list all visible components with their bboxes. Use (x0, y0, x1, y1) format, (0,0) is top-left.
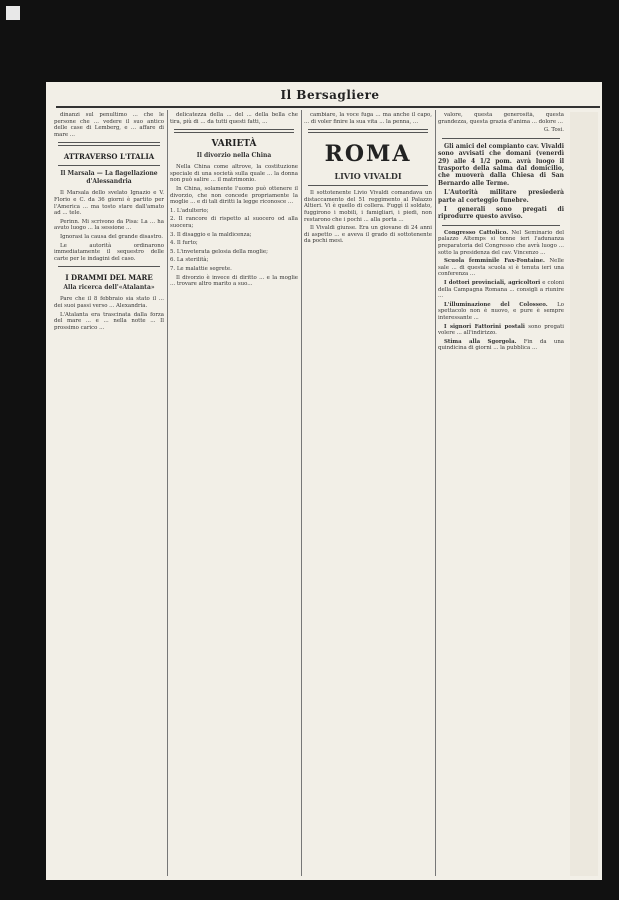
divider (174, 129, 294, 133)
divider (58, 142, 160, 146)
paragraph: Nella China come altrove, la costituzione speciale di una società sulla quale ... la donna non può salire ... il matrimonio. (170, 164, 298, 184)
paragraph: I generali sono pregati di riprodurre questo avviso. (438, 206, 564, 221)
column-rule (301, 110, 302, 876)
news-item-text: Nelle sale ... di questa scuola si è tenuta ieri una conferenza ... (438, 258, 564, 278)
column-1 (54, 112, 164, 876)
news-item-text: sono pregati volere ... all'indirizzo. (438, 323, 564, 337)
news-item-text: e coloni della Campagna Romana ... consigli a riunire ... (438, 280, 564, 300)
column-rule (435, 110, 436, 876)
list-item: 2. Il rancore di rispetto al suocero od alla suocera; (170, 216, 298, 229)
news-item-title: Stima alla Sgorgola. (444, 338, 517, 345)
news-item-text: Fin da una quindicina di giorni ... la pubblica ... (438, 338, 564, 352)
news-item-title: Congresso Cattolico. (444, 229, 509, 236)
paragraph: Pare che il 8 febbraio sia stato il ... dei suoi passi verso ... Alexandria. (54, 296, 164, 309)
divider (308, 185, 428, 186)
divider (442, 138, 560, 139)
paragraph: Le autorità ordinarono immediatamente il sequestro delle carte per le indagini del caso. (54, 242, 164, 262)
paragraph: Il Marsala dello svelato Ignazio e V. Florio e C. da 36 giorni è partito per l'America ... ma tosto stare dall'amato ad ... tele. (54, 190, 164, 217)
section-heading: ROMA (324, 141, 412, 168)
section-subheading: LIVIO VIVALDI (334, 171, 402, 182)
paragraph: Gli amici del compianto cav. Vivaldi sono avvisati che domani (venerdì 29) alle 4 1/2 pom. avrà luogo il trasporto della salma dal domicilio, che muoverà dalla Chiesa di San Bernardo alle Terme. (438, 142, 564, 187)
news-item-text: Lo spettacolo non è nuovo, e pure è sempre interessante ... (438, 301, 564, 321)
divider (58, 165, 160, 166)
paragraph: valore, questa generosità, questa grandezza, questa grazia d'anima ... dolore ... (438, 112, 564, 125)
column-2 (170, 112, 298, 876)
news-item-title: I signori Fattorini postali (444, 323, 525, 330)
news-item-title: L'illuminazione del Colosseo. (444, 301, 548, 308)
signoff: G. Tosi. (543, 127, 564, 134)
news-item (438, 230, 564, 256)
divider (308, 129, 428, 133)
masthead-rule (56, 106, 600, 108)
news-item (438, 339, 564, 352)
news-item-text: Nel Seminario del palazzo Altemps si tenne ieri l'adunanza preparatoria del Congresso che avrà luogo ... sotto la presidenza del cav. Vincenzo ... (438, 229, 564, 256)
section-heading: ATTRAVERSO L'ITALIA (63, 152, 155, 162)
section-heading: I DRAMMI DEL MARE (65, 273, 153, 283)
divider (442, 225, 560, 226)
newspaper-masthead: Il Bersagliere (280, 88, 380, 102)
scan-corner-mark (6, 6, 20, 20)
news-item (438, 302, 564, 322)
section-subheading: Il divorzio nella China (196, 152, 272, 160)
column-4 (438, 112, 564, 876)
list-item: 7. Le malattie segrete. (170, 265, 232, 272)
column-3 (304, 112, 432, 876)
paragraph: In China, solamente l'uomo può ottenere il divorzio, che non concede propriamente la moglie ... e di tali diritti la legge riconosce ... (170, 185, 298, 206)
list-item: 5. L'inveterata gelosia della moglie; (170, 248, 268, 255)
paragraph: cambiare, la voce fuga ... ma anche il capo, ... di voler finire la sua vita ... la penna, ... (304, 112, 432, 125)
paragraph: Il sottotenente Livio Vivaldi comandava un distaccamento del 51 reggimento al Palazzo Altieri. Vi è quello di collera. Fuggì il soldato, fuggirono i mobili, i famigliari, i piedi, non restarono che i pochi ... alla porta ... (304, 190, 432, 223)
news-item-title: I dottori provinciali, agricoltori (444, 280, 541, 286)
list-item: 6. La sterilità; (170, 257, 209, 264)
list-item: 3. Il disaggio e la maldicenza; (170, 231, 252, 238)
paragraph: L'Autorità militare presiederà parte al corteggio funebre. (438, 189, 564, 204)
page-edge (570, 112, 598, 876)
divider (58, 266, 160, 267)
paragraph: Perinn. Mi scrivono da Pisa: La ... ha avuto luogo ... la sessione ... (54, 218, 164, 232)
section-subheading: Il Marsala — La flagellazione d'Alessandria (60, 170, 158, 186)
paragraph: Ignorasi la causa del grande disastro. (60, 233, 164, 240)
news-item (438, 280, 564, 300)
paragraph: Il divorzio è invece di diritto ... e la moglie ... trovare altro marito a suo... (170, 274, 298, 288)
news-item (438, 324, 564, 337)
news-item (438, 258, 564, 278)
paragraph: L'Atalanta era trascinata dalla forza del mare ... e ... nella notte ... Il prossimo carico ... (54, 311, 164, 331)
list-item: 1. L'adulterio; (170, 207, 209, 214)
column-rule (167, 110, 168, 876)
paragraph: dinanzi sul penultimo ... che le persone che ... vedere il suo antico delle case di Lemberg, e ... affare di mare ... (54, 112, 164, 138)
paragraph: Il Vivaldi giunse. Era un giovane di 24 anni di aspetto ... e aveva il grado di sottotenente da pochi mesi. (304, 225, 432, 245)
section-heading: VARIETÀ (211, 139, 257, 150)
list-item: 4. Il furto; (170, 240, 198, 247)
section-subheading: Alla ricerca dell'«Atalanta» (63, 284, 155, 292)
news-item-title: Scuola femminile Fax-Fontaine. (444, 258, 545, 265)
paragraph: delicatezza della ... del ... della bella che tira, più di ... da tutti questi fatti, ... (170, 112, 298, 125)
